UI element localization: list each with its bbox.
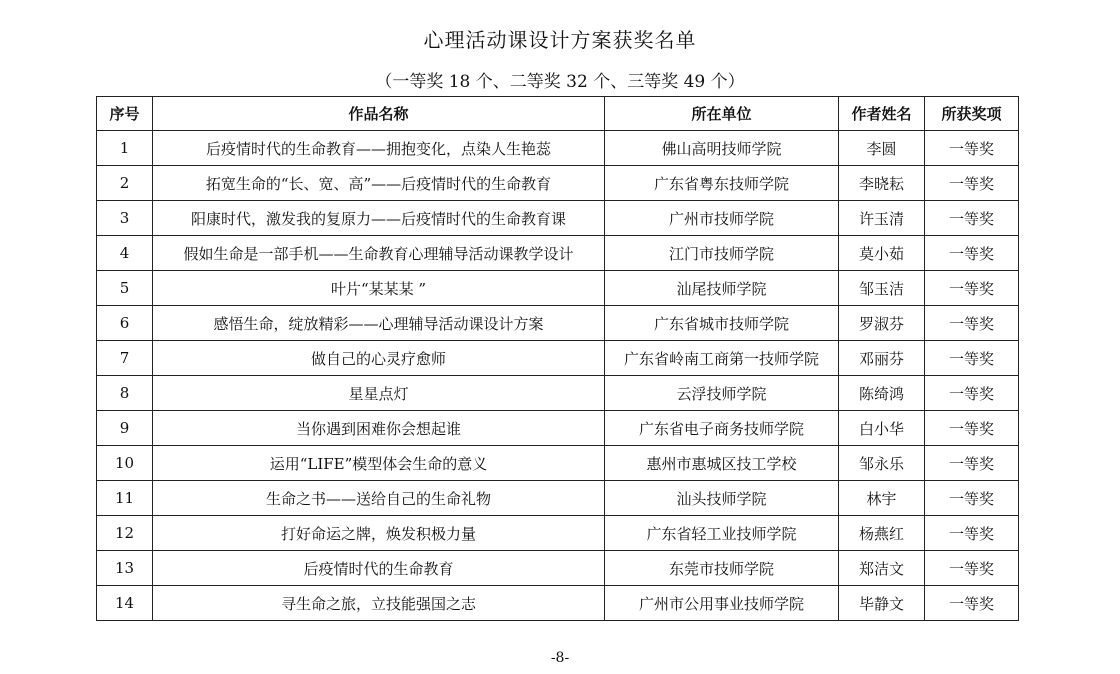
cell-author: 杨燕红 — [839, 516, 925, 551]
cell-unit: 广东省轻工业技师学院 — [605, 516, 839, 551]
table-row — [97, 586, 1019, 621]
cell-no: 9 — [97, 411, 153, 446]
cell-author: 郑洁文 — [839, 551, 925, 586]
cell-no: 12 — [97, 516, 153, 551]
cell-award: 一等奖 — [925, 236, 1019, 271]
cell-title: 后疫情时代的生命教育 — [153, 551, 605, 586]
table-row — [97, 201, 1019, 236]
cell-author: 邹玉洁 — [839, 271, 925, 306]
cell-unit: 云浮技师学院 — [605, 376, 839, 411]
cell-award: 一等奖 — [925, 376, 1019, 411]
cell-title: 假如生命是一部手机——生命教育心理辅导活动课教学设计 — [153, 236, 605, 271]
cell-award: 一等奖 — [925, 411, 1019, 446]
cell-no: 2 — [97, 166, 153, 201]
cell-author: 林宇 — [839, 481, 925, 516]
table-row — [97, 341, 1019, 376]
table-row — [97, 446, 1019, 481]
cell-unit: 广东省粤东技师学院 — [605, 166, 839, 201]
cell-award: 一等奖 — [925, 516, 1019, 551]
cell-unit: 广东省岭南工商第一技师学院 — [605, 341, 839, 376]
cell-no: 1 — [97, 131, 153, 166]
cell-award: 一等奖 — [925, 271, 1019, 306]
cell-title: 寻生命之旅，立技能强国之志 — [153, 586, 605, 621]
table-row — [97, 236, 1019, 271]
cell-title: 星星点灯 — [153, 376, 605, 411]
cell-unit: 惠州市惠城区技工学校 — [605, 446, 839, 481]
header-author: 作者姓名 — [839, 97, 925, 131]
cell-unit: 佛山高明技师学院 — [605, 131, 839, 166]
cell-title: 当你遇到困难你会想起谁 — [153, 411, 605, 446]
table-row — [97, 376, 1019, 411]
header-no: 序号 — [97, 97, 153, 131]
cell-author: 白小华 — [839, 411, 925, 446]
cell-award: 一等奖 — [925, 131, 1019, 166]
cell-no: 14 — [97, 586, 153, 621]
document-title: 心理活动课设计方案获奖名单 — [423, 28, 697, 52]
cell-title: 做自己的心灵疗愈师 — [153, 341, 605, 376]
cell-unit: 广州市技师学院 — [605, 201, 839, 236]
cell-title: 运用“LIFE”模型体会生命的意义 — [153, 446, 605, 481]
cell-award: 一等奖 — [925, 166, 1019, 201]
header-title: 作品名称 — [153, 97, 605, 131]
cell-author: 邹永乐 — [839, 446, 925, 481]
cell-unit: 汕尾技师学院 — [605, 271, 839, 306]
cell-title: 生命之书——送给自己的生命礼物 — [153, 481, 605, 516]
cell-title: 拓宽生命的“长、宽、高”——后疫情时代的生命教育 — [153, 166, 605, 201]
table-row — [97, 411, 1019, 446]
cell-no: 3 — [97, 201, 153, 236]
cell-award: 一等奖 — [925, 201, 1019, 236]
cell-author: 毕静文 — [839, 586, 925, 621]
table-row — [97, 551, 1019, 586]
cell-author: 莫小茹 — [839, 236, 925, 271]
document-subtitle: （一等奖 18 个、二等奖 32 个、三等奖 49 个） — [375, 72, 745, 92]
cell-award: 一等奖 — [925, 446, 1019, 481]
cell-author: 李圆 — [839, 131, 925, 166]
table-row — [97, 271, 1019, 306]
cell-award: 一等奖 — [925, 306, 1019, 341]
cell-no: 5 — [97, 271, 153, 306]
cell-unit: 广东省电子商务技师学院 — [605, 411, 839, 446]
cell-unit: 广州市公用事业技师学院 — [605, 586, 839, 621]
cell-no: 10 — [97, 446, 153, 481]
cell-no: 4 — [97, 236, 153, 271]
table-header-row — [97, 97, 1019, 131]
cell-award: 一等奖 — [925, 481, 1019, 516]
cell-author: 陈绮鸿 — [839, 376, 925, 411]
table-row — [97, 166, 1019, 201]
cell-author: 罗淑芬 — [839, 306, 925, 341]
cell-title: 阳康时代，激发我的复原力——后疫情时代的生命教育课 — [153, 201, 605, 236]
cell-title: 后疫情时代的生命教育——拥抱变化，点染人生艳蕊 — [153, 131, 605, 166]
cell-title: 感悟生命，绽放精彩——心理辅导活动课设计方案 — [153, 306, 605, 341]
cell-author: 许玉清 — [839, 201, 925, 236]
table-row — [97, 131, 1019, 166]
cell-unit: 江门市技师学院 — [605, 236, 839, 271]
cell-no: 7 — [97, 341, 153, 376]
header-unit: 所在单位 — [605, 97, 839, 131]
awards-table — [96, 96, 1019, 621]
table-row — [97, 516, 1019, 551]
cell-no: 8 — [97, 376, 153, 411]
table-row — [97, 481, 1019, 516]
page-number: -8- — [550, 650, 570, 666]
cell-title: 叶片“某某某 ” — [153, 271, 605, 306]
cell-author: 邓丽芬 — [839, 341, 925, 376]
cell-unit: 东莞市技师学院 — [605, 551, 839, 586]
cell-award: 一等奖 — [925, 551, 1019, 586]
cell-author: 李晓耘 — [839, 166, 925, 201]
cell-no: 13 — [97, 551, 153, 586]
cell-award: 一等奖 — [925, 586, 1019, 621]
cell-no: 6 — [97, 306, 153, 341]
cell-unit: 汕头技师学院 — [605, 481, 839, 516]
cell-unit: 广东省城市技师学院 — [605, 306, 839, 341]
cell-award: 一等奖 — [925, 341, 1019, 376]
header-award: 所获奖项 — [925, 97, 1019, 131]
cell-no: 11 — [97, 481, 153, 516]
table-row — [97, 306, 1019, 341]
cell-title: 打好命运之牌，焕发积极力量 — [153, 516, 605, 551]
